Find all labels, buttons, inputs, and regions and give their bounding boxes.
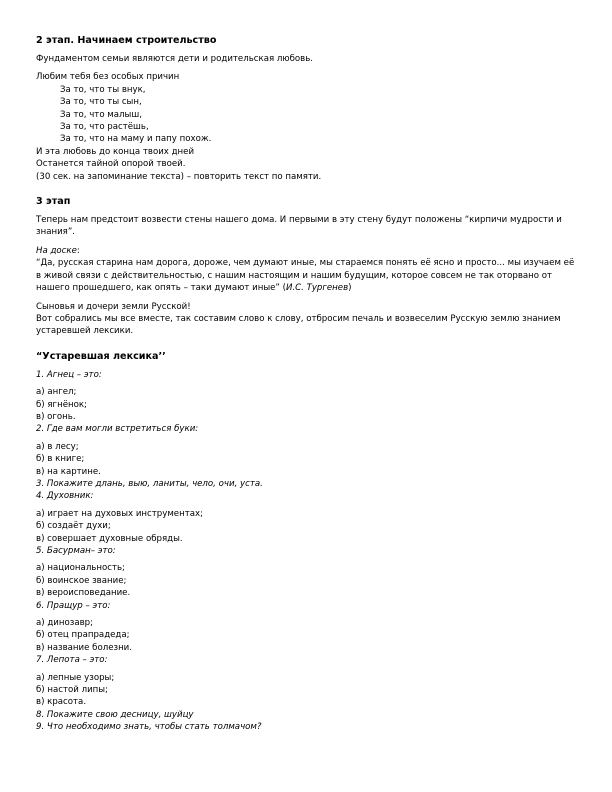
poem-line: За то, что на маму и папу похож. <box>60 134 212 145</box>
quiz-question: 5. Басурман– это: <box>36 546 116 556</box>
board-colon: : <box>76 245 80 256</box>
quiz-option: в) на картине. <box>36 466 101 477</box>
quiz-option: б) воинское звание; <box>36 575 127 586</box>
quiz-option: б) ягнёнок; <box>36 399 87 410</box>
quiz-option: а) динозавр; <box>36 618 94 629</box>
quiz-option: а) играет на духовых инструментах; <box>36 508 203 519</box>
quote-text: “Да, русская старина нам дорога, дороже, чем думают иные, мы стараемся понять её ясно и просто... мы изучаем её в живой связи с действительностью, с нашим настоящим и нашим будущим, которое совсем не так оторвано от нашего прошедшего, как опять – таки думают иные” ( <box>36 258 575 294</box>
quote-close: ) <box>348 283 352 294</box>
document-page <box>36 34 581 734</box>
quiz-question: 2. Где вам могли встретиться буки: <box>36 424 199 435</box>
quiz-option: б) создаёт духи; <box>36 521 111 532</box>
quiz-option: в) название болезни. <box>36 642 132 653</box>
quiz-option: а) ангел; <box>36 387 77 398</box>
quiz-option: а) национальность; <box>36 563 125 574</box>
poem-line: За то, что ты сын, <box>60 97 142 108</box>
quiz-question: 7. Лепота – это: <box>36 655 108 666</box>
quiz-option: а) лепные узоры; <box>36 672 115 683</box>
poem-line: За то, что растёшь, <box>60 122 149 133</box>
quiz-option: в) совершает духовные обряды. <box>36 533 183 544</box>
board-label-line <box>36 245 581 257</box>
quiz-option: б) отец прапрадеда; <box>36 630 130 641</box>
quiz-option: в) вероисповедание. <box>36 588 131 599</box>
call-line-1: Сыновья и дочери земли Русской! <box>36 301 191 312</box>
turgenev-quote <box>36 257 581 294</box>
quiz-question: 8. Покажите свою десницу, шуйцу <box>36 709 194 720</box>
poem-line: За то, что ты внук, <box>60 84 146 95</box>
quiz-question: 1. Агнец – это: <box>36 369 102 380</box>
quiz-question: 3. Покажите длань, выю, ланиты, чело, очи, уста. <box>36 478 263 489</box>
poem-indented-block <box>36 84 581 146</box>
stage2-intro: Фундаментом семьи являются дети и родительская любовь. <box>36 54 314 64</box>
stage2-heading: 2 этап. Начинаем строительство <box>36 35 217 46</box>
poem-line: И эта любовь до конца твоих дней <box>36 146 195 157</box>
quiz-title: “Устаревшая лексика’’ <box>36 350 166 362</box>
poem-line: Останется тайной опорой твоей. <box>36 159 186 170</box>
quiz-option: а) в лесу; <box>36 441 79 452</box>
quiz-option: в) красота. <box>36 697 87 708</box>
quiz-option: б) настой липы; <box>36 685 108 696</box>
stage3-intro: Теперь нам предстоит возвести стены нашего дома. И первыми в эту стену будут положены “кирпичи мудрости и знания”. <box>36 215 562 238</box>
stage2-instruction: (30 сек. на запоминание текста) – повторить текст по памяти. <box>36 171 322 182</box>
quote-author: И.С. Тургенев <box>285 283 349 294</box>
quiz-question: 9. Что необходимо знать, чтобы стать толмачом? <box>36 722 262 733</box>
quiz-question: 4. Духовник: <box>36 491 94 502</box>
quiz-question: 6. Пращур – это: <box>36 600 111 611</box>
call-line-2: Вот собрались мы все вместе, так составим слово к слову, отбросим печаль и возвеселим Русскую землю знанием устаревшей лексики. <box>36 313 561 337</box>
quiz-option: в) огонь. <box>36 411 76 422</box>
quiz-list <box>36 369 581 734</box>
stage3-heading: 3 этап <box>36 196 71 208</box>
quiz-option: б) в книге; <box>36 454 85 465</box>
board-label: На доске <box>36 245 77 256</box>
poem-line: За то, что малыш, <box>60 109 142 120</box>
poem-first-line: Любим тебя без особых причин <box>36 72 180 83</box>
